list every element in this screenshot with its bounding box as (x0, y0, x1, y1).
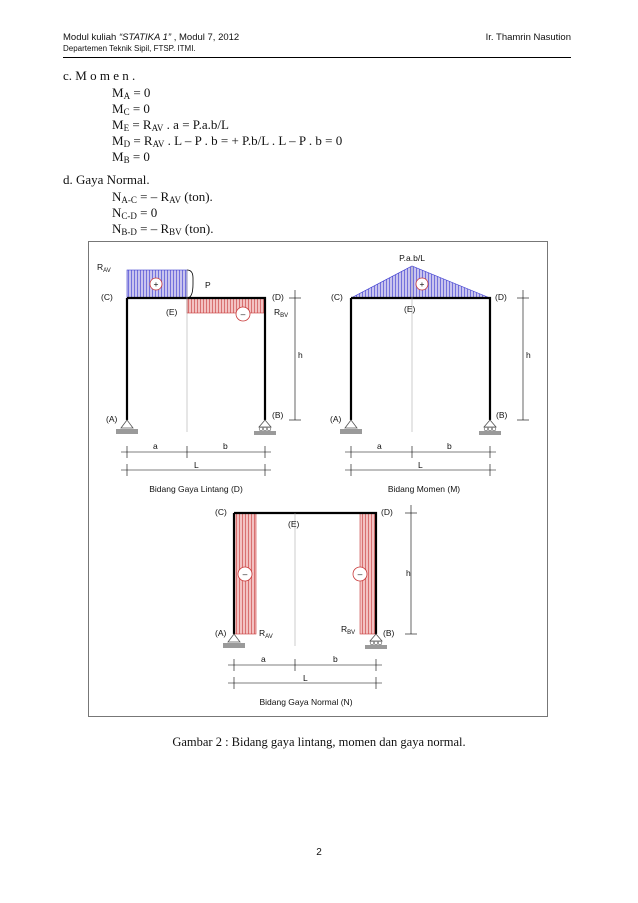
department-line: Departemen Teknik Sipil, FTSP. ITMI. (63, 44, 196, 53)
shear-diagram-title: Bidang Gaya Lintang (D) (149, 484, 243, 494)
moment-line-e: $M_E = R_{AV}$ . a = P.a.b/L (112, 117, 229, 133)
label-a-dim: a (377, 441, 382, 451)
label-b-dim: b (333, 654, 338, 664)
roller-support (479, 420, 501, 435)
normal-heading: d. Gaya Normal. (63, 172, 150, 187)
label-d: (D) (381, 507, 393, 517)
label-b-support: (B) (272, 410, 284, 420)
moment-line-d: $M_D = R_{AV}$ . L – P . b = + P.b/L . L – P . b = 0 (112, 133, 343, 149)
label-a-support: (A) (215, 628, 227, 638)
label-e: (E) (166, 307, 178, 317)
label-h: h (526, 350, 531, 360)
label-c: (C) (215, 507, 227, 517)
page-number: 2 (316, 847, 322, 858)
minus-sign: – (240, 309, 246, 319)
normal-diagram (215, 505, 417, 707)
label-e: (E) (288, 519, 300, 529)
load-brace (187, 270, 193, 298)
minus-sign: – (357, 569, 363, 579)
moment-line-a: $M_A = 0$ (112, 85, 151, 101)
label-a-dim: a (153, 441, 158, 451)
shear-diagram (97, 262, 303, 494)
label-b-dim: b (223, 441, 228, 451)
roller-support (254, 420, 276, 435)
plus-sign: + (153, 279, 159, 289)
label-a-support: (A) (330, 414, 342, 424)
course-line: Modul kuliah “STATIKA 1” , Modul 7, 2012 (63, 32, 240, 43)
normal-line-cd: $N_{C-D} = 0$ (112, 205, 158, 221)
normal-line-ac: $N_{A-C}$ = – $R_{AV}$ (ton). (112, 189, 213, 205)
label-rav: $R_{AV}$ (259, 628, 273, 640)
header-rule (63, 57, 571, 58)
moment-frame (351, 298, 490, 420)
label-rbv: $R_{BV}$ (341, 624, 356, 636)
label-c: (C) (331, 292, 343, 302)
running-header-left (63, 32, 239, 54)
label-l-dim: L (194, 460, 199, 470)
pin-support (116, 420, 138, 434)
figure-frame (88, 241, 548, 717)
label-b-support: (B) (496, 410, 508, 420)
label-e: (E) (404, 304, 416, 314)
label-peak-moment: P.a.b/L (399, 253, 425, 263)
label-b-support: (B) (383, 628, 395, 638)
pin-support (340, 420, 362, 434)
plus-sign: + (419, 279, 425, 289)
label-p: P (205, 280, 211, 290)
label-l-dim: L (418, 460, 423, 470)
minus-sign: – (242, 569, 248, 579)
label-rav: $R_{AV}$ (97, 262, 111, 274)
label-a-dim: a (261, 654, 266, 664)
shear-negative-area (187, 298, 265, 313)
moment-line-b: $M_B = 0$ (112, 149, 150, 165)
moment-diagram (330, 253, 531, 494)
moment-line-c: $M_C = 0$ (112, 101, 150, 117)
label-rbv: $R_{BV}$ (274, 307, 289, 319)
label-h: h (298, 350, 303, 360)
moment-heading: c. M o m e n . (63, 68, 136, 83)
label-a-support: (A) (106, 414, 118, 424)
label-c: (C) (101, 292, 113, 302)
label-d: (D) (272, 292, 284, 302)
label-b-dim: b (447, 441, 452, 451)
normal-diagram-title: Bidang Gaya Normal (N) (259, 697, 353, 707)
running-header-author: Ir. Thamrin Nasution (485, 32, 571, 43)
frame-diagrams (89, 242, 549, 718)
label-l-dim: L (303, 673, 308, 683)
figure-caption: Gambar 2 : Bidang gaya lintang, momen dan gaya normal. (172, 735, 466, 749)
normal-line-bd: $N_{B-D}$ = – $R_{BV}$ (ton). (112, 221, 214, 237)
label-d: (D) (495, 292, 507, 302)
label-h: h (406, 568, 411, 578)
moment-diagram-title: Bidang Momen (M) (387, 484, 461, 494)
